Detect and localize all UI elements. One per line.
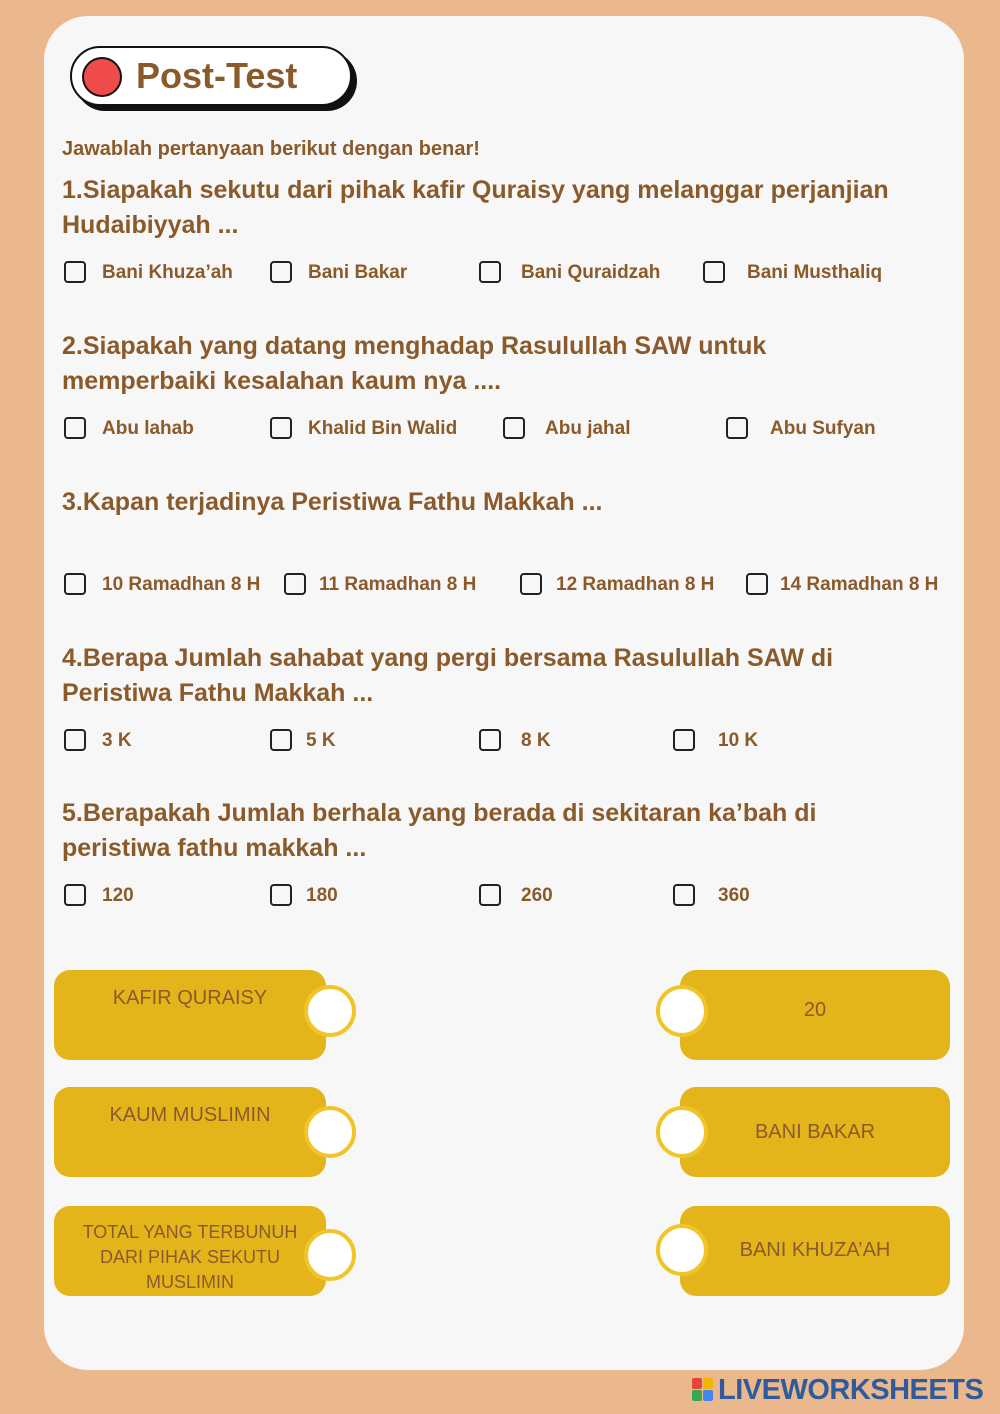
checkbox[interactable] xyxy=(673,884,695,906)
checkbox[interactable] xyxy=(503,417,525,439)
checkbox[interactable] xyxy=(746,573,768,595)
checkbox[interactable] xyxy=(479,261,501,283)
match-left-2-dot[interactable] xyxy=(304,1106,356,1158)
match-left-3: TOTAL YANG TERBUNUH DARI PIHAK SEKUTU MUSLIMIN xyxy=(54,1206,326,1296)
match-right-2: BANI BAKAR xyxy=(680,1087,950,1177)
question-5: 5.Berapakah Jumlah berhala yang berada di sekitaran ka’bah di peristiwa fathu makkah ... xyxy=(62,799,817,862)
match-right-1: 20 xyxy=(680,970,950,1060)
red-dot-icon xyxy=(82,57,122,97)
logo-blocks-icon xyxy=(692,1378,714,1402)
question-4: 4.Berapa Jumlah sahabat yang pergi bersama Rasulullah SAW di Peristiwa Fathu Makkah ... xyxy=(62,644,834,707)
checkbox[interactable] xyxy=(479,884,501,906)
match-right-1-dot[interactable] xyxy=(656,985,708,1037)
checkbox[interactable] xyxy=(270,417,292,439)
checkbox[interactable] xyxy=(64,729,86,751)
question-1: 1.Siapakah sekutu dari pihak kafir Quraisy yang melanggar perjanjian Hudaibiyyah ... xyxy=(62,176,889,239)
checkbox[interactable] xyxy=(726,417,748,439)
question-2: 2.Siapakah yang datang menghadap Rasulullah SAW untuk memperbaiki kesalahan kaum nya .... xyxy=(62,332,767,395)
match-left-1-dot[interactable] xyxy=(304,985,356,1037)
checkbox[interactable] xyxy=(64,884,86,906)
match-right-3: BANI KHUZA’AH xyxy=(680,1206,950,1296)
checkbox[interactable] xyxy=(270,729,292,751)
checkbox[interactable] xyxy=(284,573,306,595)
question-3: 3.Kapan terjadinya Peristiwa Fathu Makkah ... xyxy=(62,488,603,516)
checkbox[interactable] xyxy=(64,417,86,439)
checkbox[interactable] xyxy=(520,573,542,595)
checkbox[interactable] xyxy=(673,729,695,751)
logo-text: LIVEWORKSHEETS xyxy=(718,1374,984,1406)
match-right-3-dot[interactable] xyxy=(656,1224,708,1276)
page-title: Post-Test xyxy=(136,55,298,96)
checkbox[interactable] xyxy=(479,729,501,751)
checkbox[interactable] xyxy=(270,261,292,283)
title-badge xyxy=(70,46,352,106)
instruction-text: Jawablah pertanyaan berikut dengan benar! xyxy=(62,138,480,160)
checkbox[interactable] xyxy=(270,884,292,906)
match-left-2: KAUM MUSLIMIN xyxy=(54,1087,326,1177)
checkbox[interactable] xyxy=(64,261,86,283)
match-right-2-dot[interactable] xyxy=(656,1106,708,1158)
match-left-1: KAFIR QURAISY xyxy=(54,970,326,1060)
checkbox[interactable] xyxy=(703,261,725,283)
checkbox[interactable] xyxy=(64,573,86,595)
match-left-3-dot[interactable] xyxy=(304,1229,356,1281)
